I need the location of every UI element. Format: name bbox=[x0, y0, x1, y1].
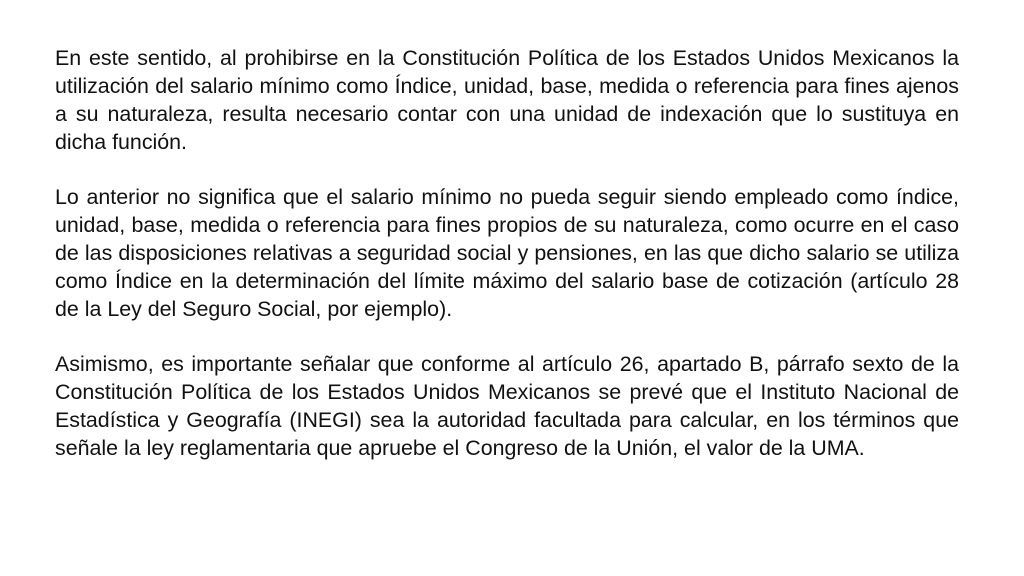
slide-content bbox=[55, 44, 959, 462]
paragraph-minimum-wage-use: Lo anterior no significa que el salario mínimo no pueda seguir siendo empleado como índice, unidad, base, medida o referencia para fines propios de su naturaleza, como ocurre en el caso de las disposiciones relativas a seguridad social y pensiones, en las que dicho salario se utiliza como Índice en la determinación del límite máximo del salario base de cotización (artículo 28 de la Ley del Seguro Social, por ejemplo). bbox=[55, 185, 959, 321]
paragraph-indexation-unit: En este sentido, al prohibirse en la Constitución Política de los Estados Unidos Mexicanos la utilización del salario mínimo como Índice, unidad, base, medida o referencia para fines ajenos a su naturaleza, resulta necesario contar con una unidad de indexación que lo sustituya en dicha función. bbox=[55, 46, 959, 154]
paragraph-inegi-authority: Asimismo, es importante señalar que conforme al artículo 26, apartado B, párrafo sexto de la Constitución Política de los Estados Unidos Mexicanos se prevé que el Instituto Nacional de Estadística y Geografía (INEGI) sea la autoridad facultada para calcular, en los términos que señale la ley reglamentaria que apruebe el Congreso de la Unión, el valor de la UMA. bbox=[55, 352, 959, 460]
